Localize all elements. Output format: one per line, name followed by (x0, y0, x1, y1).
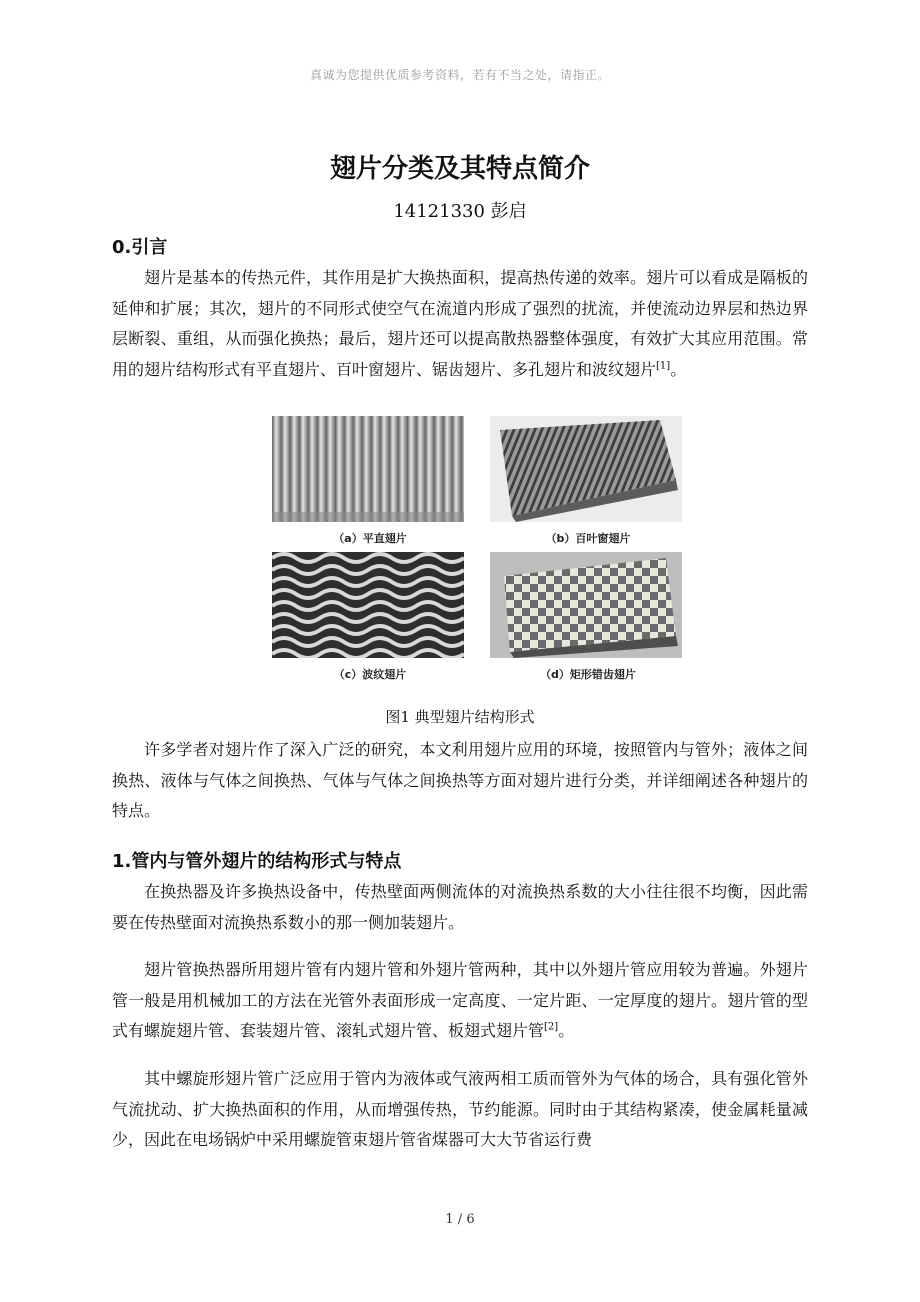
plain-fin-image (272, 416, 464, 522)
author-line: 14121330 彭启 (393, 201, 527, 222)
plain-fin-photo (272, 416, 464, 522)
louvered-fin-photo (490, 416, 682, 522)
section-1-paragraph-1: 在换热器及许多换热设备中，传热壁面两侧流体的对流换热系数的大小往往很不均衡，因此需要在传热壁面对流换热系数小的那一侧加装翅片。 (112, 882, 808, 932)
wavy-fin-photo (272, 552, 464, 658)
louvered-fin-image (490, 416, 682, 522)
section-1-paragraph-2-end: 。 (558, 1021, 575, 1040)
section-1-paragraph-2-text: 翅片管换热器所用翅片管有内翅片管和外翅片管两种，其中以外翅片管应用较为普遍。外翅片管一般是用机械加工的方法在光管外表面形成一定高度、一定片距、一定厚度的翅片。翅片管的型式有螺旋翅片管、套装翅片管、滚轧式翅片管、板翅式翅片管 (112, 960, 808, 1040)
offset-strip-fin-photo (490, 552, 682, 658)
caption-a: （a）平直翅片 (333, 532, 407, 545)
intro-paragraph-2: 许多学者对翅片作了深入广泛的研究，本文利用翅片应用的环境，按照管内与管外；液体之间换热、液体与气体之间换热、气体与气体之间换热等方面对翅片进行分类，并详细阐述各种翅片的特点。 (112, 740, 808, 820)
figure-caption: 图1 典型翅片结构形式 (385, 708, 535, 726)
page-number: 1 / 6 (445, 1212, 475, 1227)
fin-structure-figure (270, 414, 690, 686)
section-0-heading: 0.引言 (112, 237, 168, 258)
wavy-fin-image (272, 552, 464, 658)
offset-strip-fin-image (490, 552, 682, 658)
section-1-paragraph-2 (112, 955, 808, 1047)
intro-paragraph-1-end: 。 (670, 359, 687, 379)
citation-2: [2] (544, 1021, 559, 1033)
section-1-paragraph-3: 其中螺旋形翅片管广泛应用于管内为液体或气液两相工质而管外为气体的场合，具有强化管外气流扰动、扩大换热面积的作用，从而增强传热，节约能源。同时由于其结构紧凑，使金属耗量减少，因此在电场锅炉中采用螺旋管束翅片管省煤器可大大节省运行费 (112, 1069, 808, 1149)
section-1-heading: 1.管内与管外翅片的结构形式与特点 (112, 851, 402, 872)
page-title: 翅片分类及其特点简介 (329, 154, 590, 184)
caption-c: （c）波纹翅片 (333, 668, 407, 681)
caption-b: （b）百叶窗翅片 (545, 532, 631, 545)
header-note: 真诚为您提供优质参考资料，若有不当之处，请指正。 (309, 68, 610, 82)
intro-paragraph-1 (112, 263, 808, 385)
intro-paragraph-1-text: 翅片是基本的传热元件，其作用是扩大换热面积，提高热传递的效率。翅片可以看成是隔板的延伸和扩展；其次，翅片的不同形式使空气在流道内形成了强烈的扰流，并使流动边界层和热边界层断裂、重组，从而强化换热；最后，翅片还可以提高散热器整体强度，有效扩大其应用范围。常用的翅片结构形式有平直翅片、百叶窗翅片、锯齿翅片、多孔翅片和波纹翅片 (112, 268, 808, 379)
citation-1: [1] (656, 360, 671, 372)
caption-d: （d）矩形错齿翅片 (540, 668, 636, 681)
